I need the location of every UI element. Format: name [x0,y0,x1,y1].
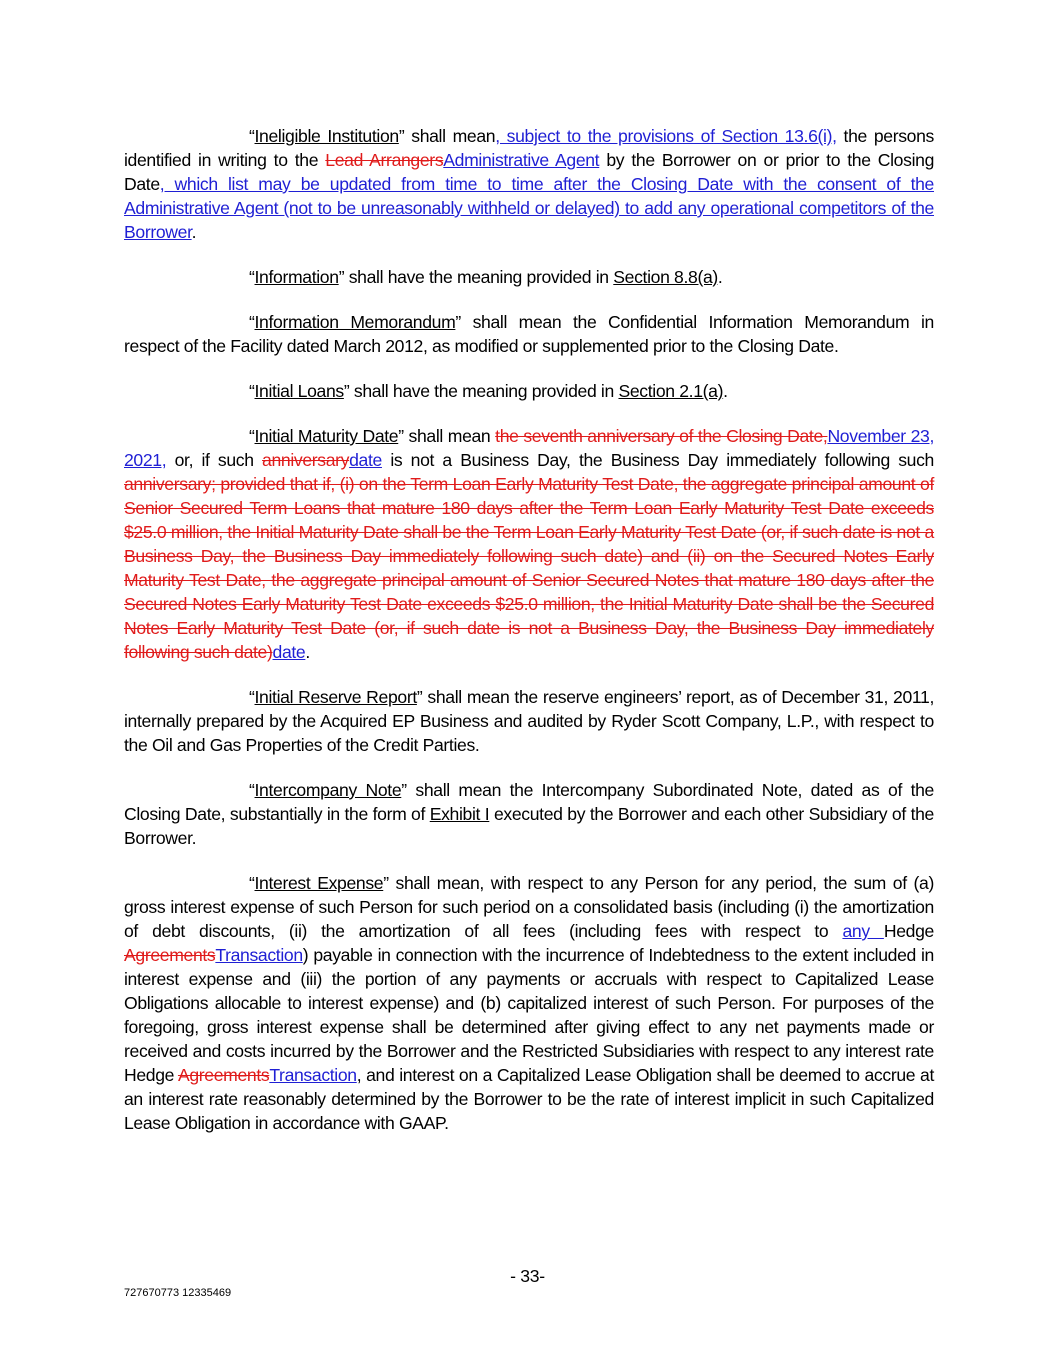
defined-term: Ineligible Institution [254,126,399,146]
defined-term: Intercompany Note [254,780,402,800]
inserted-text: November 23, 2021, [124,426,935,470]
text-run: “ [249,873,255,893]
defined-term: Section 2.1(a) [618,381,724,401]
inserted-text: date [349,450,382,470]
text-run: ) payable in connection with the incurrence of Indebtedness to the extent included in interest expense and (iii) the portion of any payments or accruals with respect to Capitalized Lease Obligations allocable to interest expense) and (b) capitalized interest of such Person. For purposes of the foregoing, gross interest expense shall be determined after giving effect to any net payments made or received and costs incurred by the Borrower and the Restricted Subsidiaries with respect to any interest rate Hedge [124,945,934,1085]
defined-term: Initial Maturity Date [254,426,399,446]
text-run: ” shall mean, with respect to any Person for any period, the sum of (a) gross interest expense of such Person for such period on a consolidated basis (including (i) the amortization of debt discounts, (ii) the amortization of all fees (including fees with respect to [124,873,934,941]
deleted-text: anniversary; provided that if, (i) on the Term Loan Early Maturity Test Date, the aggregate principal amount of Senior Secured Term Loans that mature 180 days after the Term Loan Early Maturity Test Date exceeds $25.0 million, the Initial Maturity Date shall be the Term Loan Early Maturity Test Date (or, if such date is not a Business Day, the Business Day immediately following such date) and (ii) on the Secured Notes Early Maturity Test Date, the aggregate principal amount of Senior Secured Notes that mature 180 days after the Secured Notes Early Maturity Test Date exceeds $25.0 million, the Initial Maturity Date shall be the Secured Notes Early Maturity Test Date (or, if such date is not a Business Day, the Business Day immediately following such date) [124,474,934,662]
defined-term: Initial Loans [254,381,344,401]
inserted-text: Administrative Agent [443,150,600,170]
inserted-text: , which list may be updated from time to time after the Closing Date with the consent of the Administrative Agent (not to be unreasonably withheld or delayed) to add any operational competitors of the Borrower [124,174,934,242]
text-run: ” shall mean the reserve engineers’ report, as of December 31, 2011, internally prepared by the Acquired EP Business and audited by Ryder Scott Company, L.P., with respect to the Oil and Gas Properties of the Credit Parties. [124,687,934,755]
text-run: executed by the Borrower and each other Subsidiary of the Borrower. [124,804,934,848]
document-body [124,124,934,1156]
inserted-text: Transaction [269,1065,357,1085]
inserted-text: , subject to the provisions of Section 13.6(i), [495,126,837,146]
def-intercompany-note [124,778,934,850]
def-initial-reserve-report [124,685,934,757]
text-run: ” shall mean [398,126,496,146]
defined-term: Information Memorandum [254,312,456,332]
def-information-memorandum [124,310,934,358]
text-run: . [191,222,197,242]
defined-term: Information [254,267,339,287]
text-run: the persons identified in writing to the [124,126,934,170]
defined-term: Initial Reserve Report [254,687,417,707]
defined-term: Section 8.8(a) [613,267,718,287]
def-ineligible-institution [124,124,934,244]
defined-term: Interest Expense [254,873,384,893]
deleted-text: anniversary [262,450,350,470]
text-run: . [305,642,310,662]
def-initial-loans [124,379,934,403]
inserted-text: date [272,642,306,662]
inserted-text: any [842,921,884,941]
text-run: ” shall have the meaning provided in [338,267,614,287]
deleted-text: Agreements [124,945,216,965]
inserted-text: Transaction [215,945,303,965]
defined-term: Exhibit I [429,804,490,824]
def-information [124,265,934,289]
text-run: “ [249,687,255,707]
text-run: “ [249,381,255,401]
text-run: ” shall mean the Intercompany Subordinated Note, dated as of the Closing Date, substantially in the form of [124,780,934,824]
text-run: , and interest on a Capitalized Lease Obligation shall be deemed to accrue at an interest rate reasonably determined by the Borrower to be the rate of interest implicit in such Capitalized Lease Obligation in accordance with GAAP. [124,1065,934,1133]
text-run: ” shall have the meaning provided in [343,381,619,401]
page-number: - 33- [510,1266,545,1286]
text-run: ” shall mean the Confidential Information Memorandum in respect of the Facility dated March 2012, as modified or supplemented prior to the Closing Date. [124,312,934,356]
text-run: “ [249,780,255,800]
text-run: or, if such [166,450,263,470]
text-run: . [717,267,723,287]
def-initial-maturity-date [124,424,934,664]
text-run: ” shall mean [398,426,496,446]
text-run: “ [249,267,255,287]
text-run: “ [249,312,255,332]
text-run: Hedge [883,921,934,941]
deleted-text: the seventh anniversary of the Closing Date, [495,426,828,446]
text-run: “ [249,126,255,146]
text-run: is not a Business Day, the Business Day immediately following such [381,450,934,470]
text-run: by the Borrower on or prior to the Closing Date [124,150,934,194]
deleted-text: Lead Arrangers [325,150,444,170]
document-id: 727670773 12335469 [124,1287,232,1299]
text-run: “ [249,426,255,446]
deleted-text: Agreements [177,1065,270,1085]
text-run: . [723,381,728,401]
def-interest-expense [124,871,934,1135]
